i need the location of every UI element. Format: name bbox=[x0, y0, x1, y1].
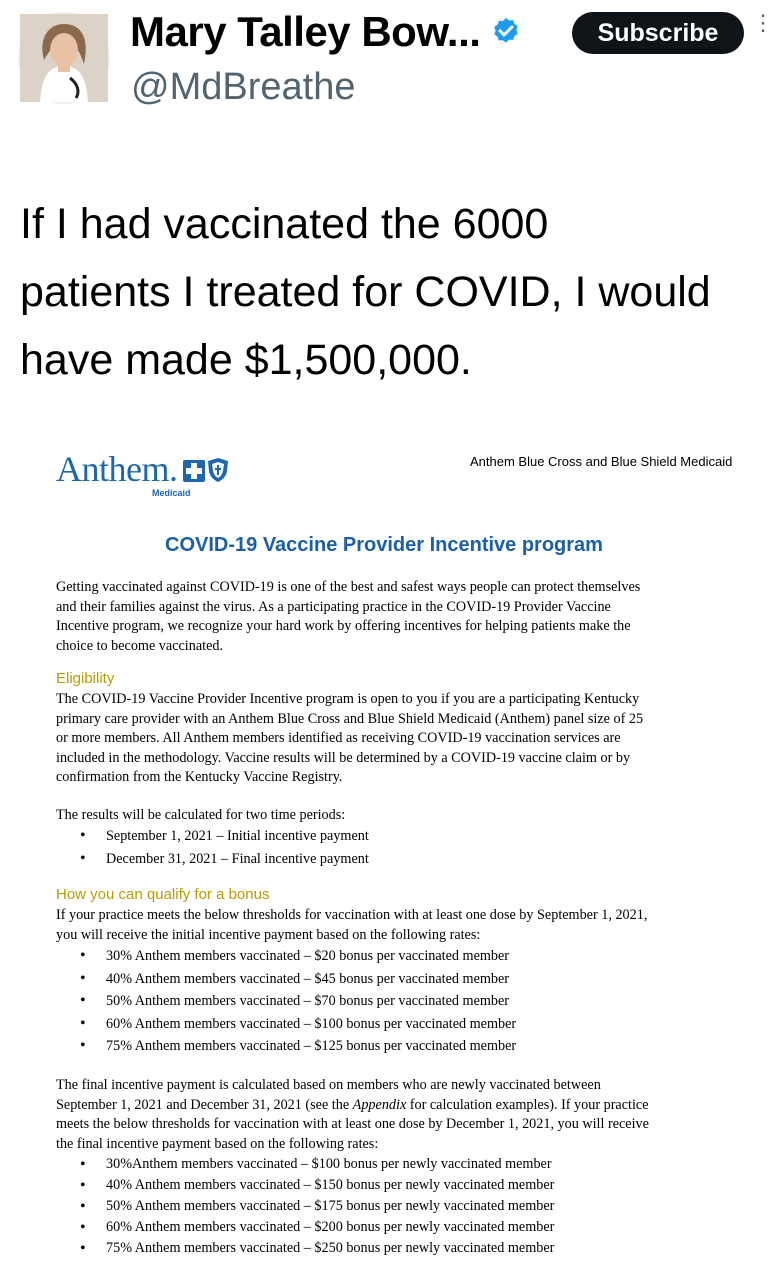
final-intro bbox=[56, 1076, 746, 1154]
profile-photo-icon bbox=[20, 14, 108, 102]
text-line: and their families against the virus. As a participating practice in the COVID-19 Provider Vaccine bbox=[56, 598, 611, 615]
final-rates-list bbox=[80, 1154, 554, 1259]
text-line: meets the below thresholds for vaccination with at least one dose by December 1, 2021, you will receive bbox=[56, 1116, 649, 1132]
tweet-line: If I had vaccinated the 6000 bbox=[20, 200, 549, 248]
text-line: Incentive program, we recognize your hard work by offering incentives for helping patients make the bbox=[56, 618, 631, 634]
document-title: COVID-19 Vaccine Provider Incentive program bbox=[165, 534, 603, 556]
intro-paragraph bbox=[56, 578, 746, 656]
tweet-line: patients I treated for COVID, I would bbox=[20, 268, 711, 316]
anthem-logo bbox=[56, 448, 229, 490]
text-line: confirmation from the Kentucky Vaccine Registry. bbox=[56, 769, 343, 785]
attached-document-image[interactable] bbox=[0, 440, 768, 1270]
author-name-row bbox=[130, 8, 522, 56]
bonus-intro bbox=[56, 906, 746, 945]
periods-list bbox=[80, 825, 369, 870]
anthem-logo-word: Anthem. bbox=[56, 449, 178, 489]
text-span: September 1, 2021 and December 31, 2021 (see the bbox=[56, 1096, 353, 1113]
tweet-header bbox=[0, 0, 774, 120]
appendix-reference: Appendix bbox=[352, 1096, 407, 1113]
list-item: • 30% Anthem members vaccinated – $20 bonus per vaccinated member bbox=[80, 945, 516, 968]
text-span: for calculation examples). If your practice bbox=[406, 1096, 649, 1113]
text-line: you will receive the initial incentive payment based on the following rates: bbox=[56, 926, 481, 943]
text-line: the final incentive payment based on the following rates: bbox=[56, 1135, 379, 1152]
list-item: • 50% Anthem members vaccinated – $175 bonus per newly vaccinated member bbox=[80, 1196, 554, 1217]
blue-cross-icon bbox=[183, 460, 205, 482]
document-org: Anthem Blue Cross and Blue Shield Medicaid bbox=[470, 454, 733, 469]
blue-shield-icon bbox=[207, 457, 229, 483]
more-options-icon[interactable]: ⋮ bbox=[752, 10, 774, 35]
list-item: • September 1, 2021 – Initial incentive payment bbox=[80, 825, 369, 848]
list-item: • 50% Anthem members vaccinated – $70 bonus per vaccinated member bbox=[80, 990, 516, 1013]
text-line: The COVID-19 Vaccine Provider Incentive program is open to you if you are a participating Kentucky bbox=[56, 691, 640, 707]
list-item: • 75% Anthem members vaccinated – $125 bonus per vaccinated member bbox=[80, 1035, 516, 1058]
text-line: included in the methodology. Vaccine results will be determined by a COVID-19 vaccine claim or by bbox=[56, 749, 631, 766]
list-item: • 60% Anthem members vaccinated – $200 bonus per newly vaccinated member bbox=[80, 1217, 554, 1238]
tweet-line: have made $1,500,000. bbox=[20, 336, 472, 384]
list-item: • 40% Anthem members vaccinated – $150 bonus per newly vaccinated member bbox=[80, 1175, 554, 1196]
list-item: • 30%Anthem members vaccinated – $100 bonus per newly vaccinated member bbox=[80, 1154, 554, 1175]
periods-intro: The results will be calculated for two time periods: bbox=[56, 807, 346, 823]
avatar[interactable] bbox=[18, 12, 110, 104]
anthem-logo-sub: Medicaid bbox=[152, 488, 191, 498]
tweet-text bbox=[20, 190, 768, 394]
eligibility-paragraph bbox=[56, 690, 746, 788]
text-line: or more members. All Anthem members identified as receiving COVID-19 vaccination services are bbox=[56, 730, 621, 746]
author-handle[interactable]: @MdBreathe bbox=[131, 66, 356, 108]
subscribe-button[interactable]: Subscribe bbox=[572, 12, 744, 54]
text-line: choice to become vaccinated. bbox=[56, 637, 224, 654]
text-line: Getting vaccinated against COVID-19 is one of the best and safest ways people can protect themselves bbox=[56, 579, 641, 595]
text-line: The final incentive payment is calculated based on members who are newly vaccinated between bbox=[56, 1077, 601, 1093]
list-item: • 40% Anthem members vaccinated – $45 bonus per vaccinated member bbox=[80, 968, 516, 991]
eligibility-heading: Eligibility bbox=[56, 670, 115, 687]
text-line: primary care provider with an Anthem Blue Cross and Blue Shield Medicaid (Anthem) panel size of 25 bbox=[56, 710, 644, 727]
text-line: If your practice meets the below thresholds for vaccination with at least one dose by September 1, 2021, bbox=[56, 907, 648, 923]
initial-rates-list bbox=[80, 945, 516, 1058]
author-name[interactable]: Mary Talley Bow... bbox=[130, 8, 481, 55]
bonus-heading: How you can qualify for a bonus bbox=[56, 886, 270, 903]
verified-badge-icon bbox=[490, 16, 522, 48]
text-line bbox=[56, 1096, 746, 1116]
list-item: • December 31, 2021 – Final incentive payment bbox=[80, 848, 369, 871]
list-item: • 60% Anthem members vaccinated – $100 bonus per vaccinated member bbox=[80, 1013, 516, 1036]
list-item: • 75% Anthem members vaccinated – $250 bonus per newly vaccinated member bbox=[80, 1238, 554, 1259]
